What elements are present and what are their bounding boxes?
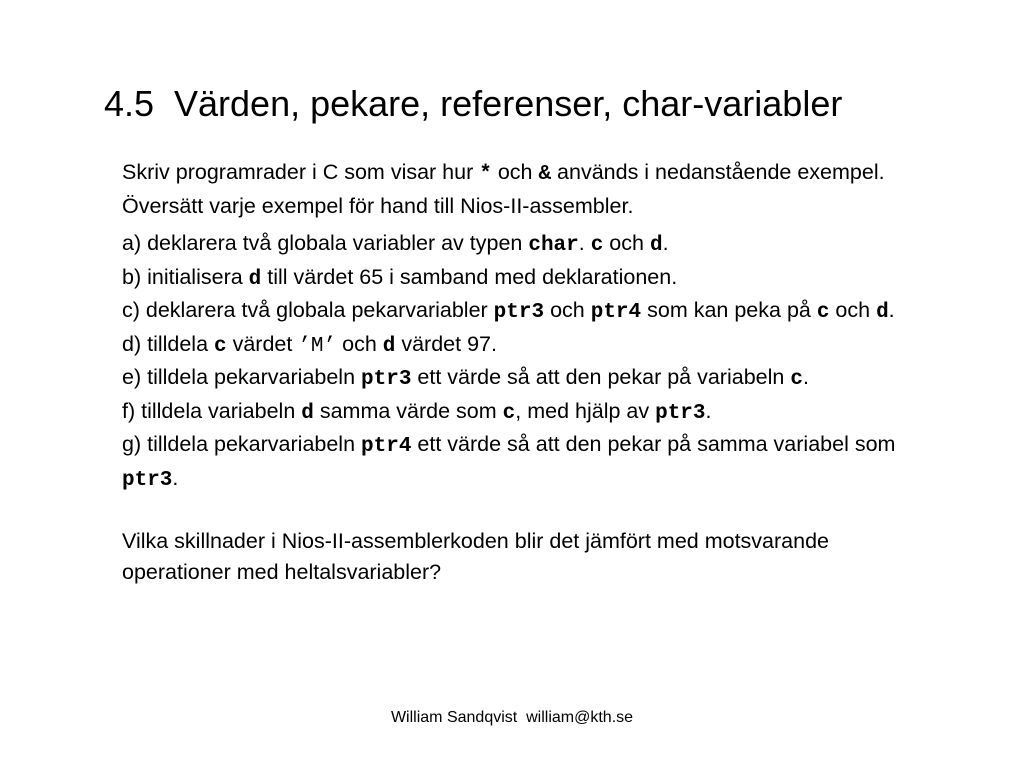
intro-text: används i nedanstående exempel. Översätt varje exempel för hand till Nios-II-assembler. xyxy=(122,160,885,218)
code-token: d xyxy=(382,334,396,358)
task-text: . xyxy=(578,231,591,255)
slide-title xyxy=(104,80,842,128)
task-f xyxy=(122,396,922,430)
task-text: och xyxy=(544,298,591,322)
slide-number: 4.5 xyxy=(104,83,155,124)
code-token: c xyxy=(590,234,604,257)
task-c xyxy=(122,295,922,329)
task-text: . xyxy=(662,231,669,255)
intro-text: och xyxy=(491,160,539,184)
task-a xyxy=(122,228,922,262)
code-token: ptr3 xyxy=(122,468,173,492)
task-text: e) tilldela pekarvariabeln xyxy=(122,365,362,389)
code-token: char xyxy=(528,234,579,257)
task-text: och xyxy=(603,231,650,255)
task-text: . xyxy=(172,465,179,490)
code-operator-amp: & xyxy=(538,163,552,186)
question-paragraph: Vilka skillnader i Nios-II-assemblerkoden blir det jämfört med motsvarande operationer med heltalsvariabler? xyxy=(122,529,830,584)
task-d xyxy=(122,329,922,363)
footer-author: William Sandqvist xyxy=(390,709,518,726)
task-text: värdet 97. xyxy=(395,331,497,356)
task-b xyxy=(122,262,922,296)
task-text: ett värde så att den pekar på variabeln xyxy=(411,365,791,389)
code-token: ptr4 xyxy=(590,301,642,324)
code-token: d xyxy=(301,401,314,425)
task-g xyxy=(122,429,922,496)
code-token: d xyxy=(248,267,262,291)
task-list xyxy=(122,228,922,496)
task-text: . xyxy=(888,298,895,322)
code-operator-star: * xyxy=(479,163,492,186)
task-text: b) initialisera xyxy=(122,264,249,289)
code-token: ptr4 xyxy=(361,435,412,458)
code-token: ptr3 xyxy=(655,401,706,425)
task-text: till värdet 65 i samband med deklarationen. xyxy=(261,264,678,289)
task-text: d) tilldela xyxy=(122,331,215,356)
task-text: samma värde som xyxy=(313,398,503,423)
code-token: c xyxy=(790,368,803,391)
code-token: d xyxy=(649,234,663,257)
task-text: a) deklarera två globala variabler av typen xyxy=(122,231,529,255)
task-text: f) tilldela variabeln xyxy=(122,398,302,423)
code-token: c xyxy=(502,401,516,425)
task-text: , med hjälp av xyxy=(515,398,656,423)
task-text: . xyxy=(802,365,809,389)
code-token: c xyxy=(816,301,830,324)
task-text: värdet xyxy=(226,331,299,356)
intro-paragraph xyxy=(122,157,922,221)
task-text: som kan peka på xyxy=(641,298,817,322)
code-token: ptr3 xyxy=(493,301,545,324)
task-text: ett värde så att den pekar på samma variabel som xyxy=(411,432,896,456)
code-char-literal: ’M’ xyxy=(298,334,337,358)
task-text: g) tilldela pekarvariabeln xyxy=(122,432,362,456)
task-text: och xyxy=(336,331,383,356)
code-token: ptr3 xyxy=(361,368,412,391)
task-e xyxy=(122,362,922,396)
code-token: d xyxy=(876,301,889,324)
footer-email: william@kth.se xyxy=(526,709,634,726)
task-text: . xyxy=(705,398,712,423)
task-text: c) deklarera två globala pekarvariabler xyxy=(122,298,494,322)
intro-text: Skriv programrader i C som visar hur xyxy=(122,160,480,184)
slide-footer xyxy=(0,707,1024,729)
task-text: och xyxy=(829,298,877,322)
slide-title-text: Värden, pekare, referenser, char-variabler xyxy=(174,83,843,124)
slide-body xyxy=(122,157,922,587)
code-token: c xyxy=(214,334,227,358)
